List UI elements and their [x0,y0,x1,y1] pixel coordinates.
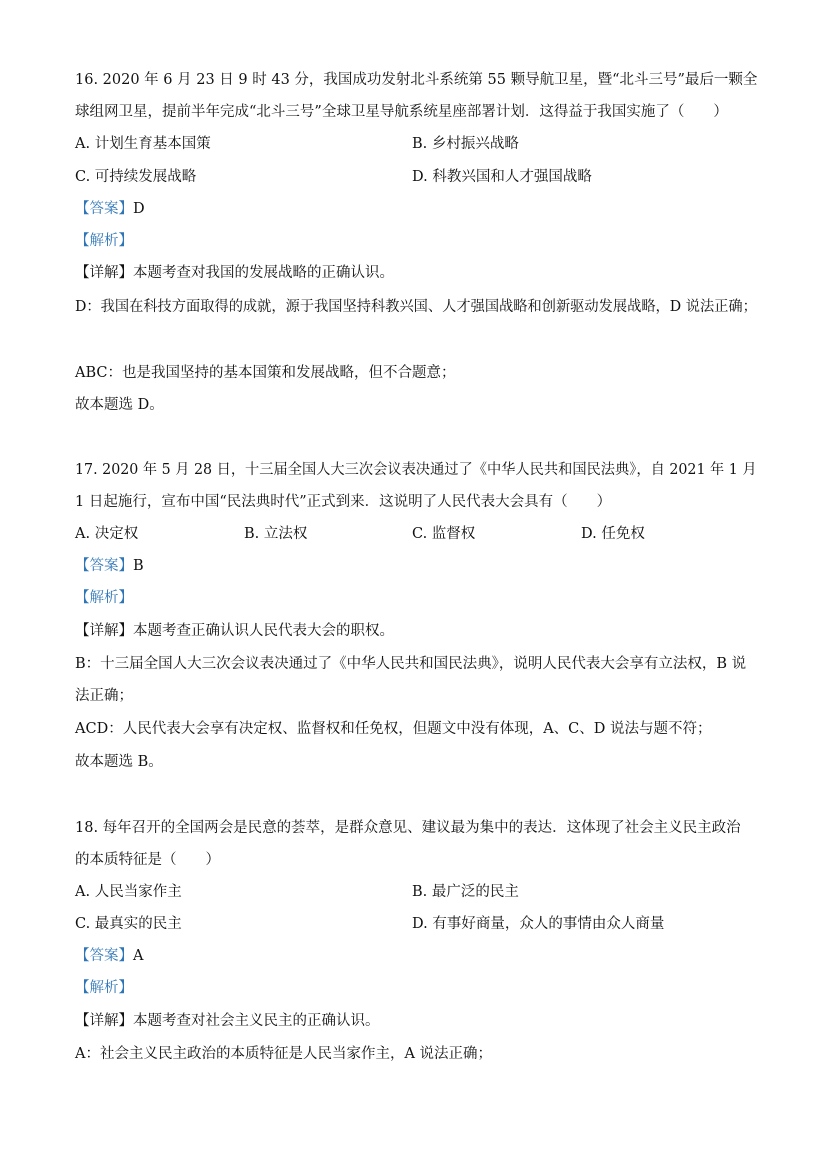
answer-line [75,199,145,219]
option-b: B. 立法权 [244,526,308,542]
analysis-label: 【解析】 [75,980,133,996]
answer-label: 【答案】 [75,558,133,574]
detail-line: 法正确； [75,688,133,704]
option-c: C. 监督权 [412,526,476,542]
detail-line: 故本题选 B。 [75,754,163,770]
option-d: D. 任免权 [581,526,645,542]
option-a: A. 决定权 [75,526,139,542]
detail-line: 【详解】本题考查正确认识人民代表大会的职权。 [75,623,394,639]
option-c: C. 可持续发展战略 [75,169,197,185]
question-stem-line: 球组网卫星，提前半年完成“北斗三号”全球卫星导航系统星座部署计划．这得益于我国实施了（ ） [75,104,728,120]
answer-label: 【答案】 [75,201,133,217]
answer-value: B [133,558,144,574]
option-b: B. 最广泛的民主 [412,884,519,900]
detail-line: 【详解】本题考查对我国的发展战略的正确认识。 [75,265,394,281]
option-a: A. 计划生育基本国策 [75,136,211,152]
question-stem-line: 1 日起施行，宣布中国“民法典时代”正式到来．这说明了人民代表大会具有（ ） [75,494,612,510]
detail-line: B：十三届全国人大三次会议表决通过了《中华人民共和国民法典》，说明人民代表大会享有立法权，B 说 [75,656,747,672]
question-stem-line: 的本质特征是（ ） [75,852,220,868]
question-stem-line: 17. 2020 年 5 月 28 日，十三届全国人大三次会议表决通过了《中华人民共和国民法典》，自 2021 年 1 月 [75,462,757,478]
option-a: A. 人民当家作主 [75,884,182,900]
detail-line: D：我国在科技方面取得的成就，源于我国坚持科教兴国、人才强国战略和创新驱动发展战略，D 说法正确； [75,299,757,315]
question-stem-line: 16. 2020 年 6 月 23 日 9 时 43 分，我国成功发射北斗系统第 55 颗导航卫星，暨“北斗三号”最后一颗全 [75,72,758,88]
detail-line: ACD：人民代表大会享有决定权、监督权和任免权，但题文中没有体现，A、C、D 说法与题不符； [75,721,712,737]
answer-line [75,946,143,966]
answer-value: A [133,948,144,964]
detail-line: 故本题选 D。 [75,397,164,413]
answer-value: D [133,201,145,217]
option-d: D. 科教兴国和人才强国战略 [412,169,592,185]
option-d: D. 有事好商量，众人的事情由众人商量 [412,916,665,932]
analysis-label: 【解析】 [75,590,133,606]
answer-line [75,556,144,576]
detail-line: 【详解】本题考查对社会主义民主的正确认识。 [75,1013,380,1029]
question-stem-line: 18. 每年召开的全国两会是民意的荟萃，是群众意见、建议最为集中的表达．这体现了社会主义民主政治 [75,820,741,836]
answer-label: 【答案】 [75,948,133,964]
analysis-label: 【解析】 [75,233,133,249]
detail-line: ABC：也是我国坚持的基本国策和发展战略，但不合题意； [75,365,456,381]
option-c: C. 最真实的民主 [75,916,182,932]
detail-line: A：社会主义民主政治的本质特征是人民当家作主，A 说法正确； [75,1046,493,1062]
option-b: B. 乡村振兴战略 [412,136,519,152]
